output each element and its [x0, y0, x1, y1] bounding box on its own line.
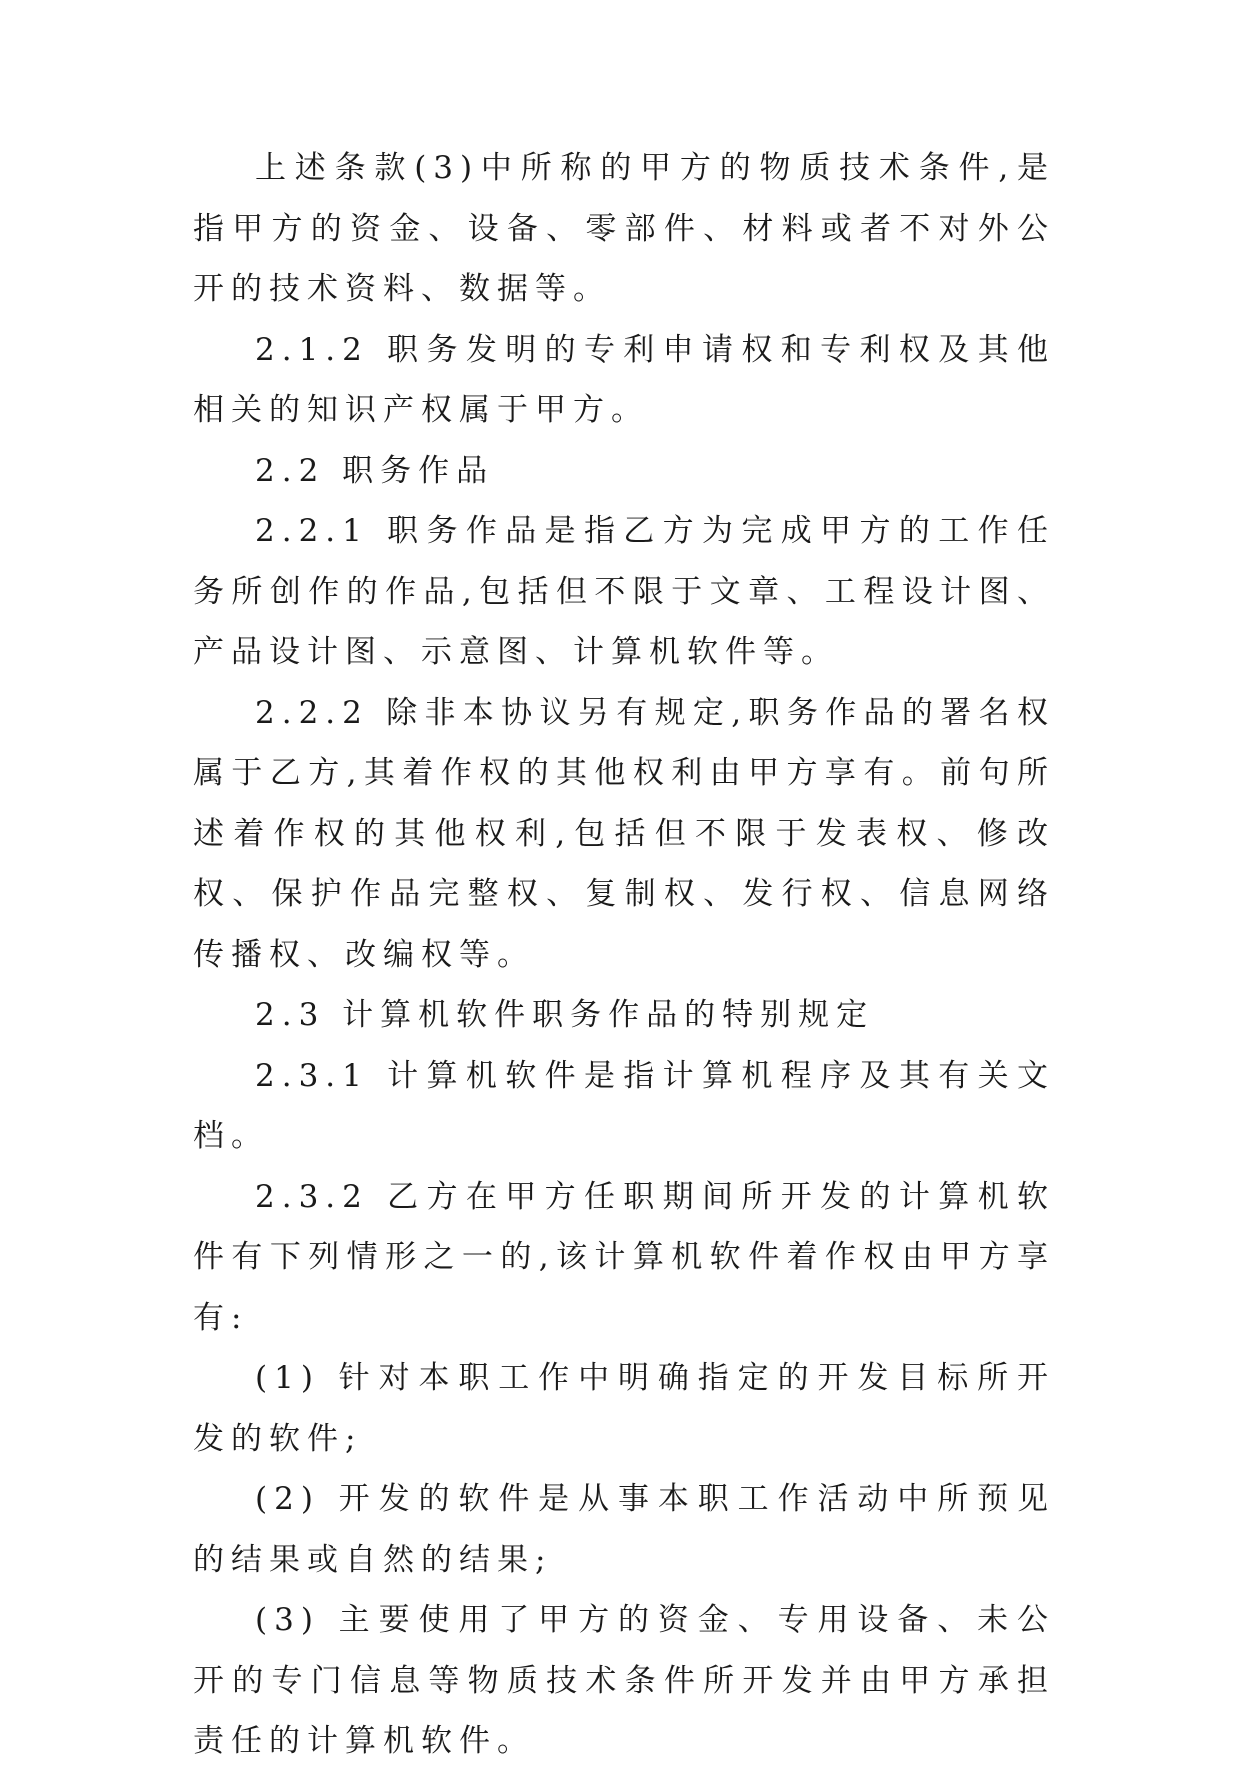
- heading-2-3: 2.3 计算机软件职务作品的特别规定: [255, 997, 875, 1033]
- document-page: [193, 138, 1055, 1772]
- list-item-1: (1) 针对本职工作中明确指定的开发目标所开发的软件;: [193, 1360, 1055, 1457]
- paragraph-2-3-2: 2.3.2 乙方在甲方任职期间所开发的计算机软件有下列情形之一的,该计算机软件着作权由甲方享有:: [193, 1178, 1055, 1336]
- paragraph-2-2-2: 2.2.2 除非本协议另有规定,职务作品的署名权属于乙方,其着作权的其他权利由甲方享有。前句所述着作权的其他权利,包括但不限于发表权、修改权、保护作品完整权、复制权、发行权、信息网络传播权、改编权等。: [193, 694, 1055, 973]
- list-item-2: (2) 开发的软件是从事本职工作活动中所预见的结果或自然的结果;: [193, 1481, 1055, 1578]
- paragraph-2-3-1: 2.3.1 计算机软件是指计算机程序及其有关文档。: [193, 1057, 1055, 1154]
- heading-2-2: 2.2 职务作品: [255, 452, 495, 489]
- paragraph-2-2-1: 2.2.1 职务作品是指乙方为完成甲方的工作任务所创作的作品,包括但不限于文章、工程设计图、产品设计图、示意图、计算机软件等。: [193, 513, 1055, 670]
- list-item-3: (3) 主要使用了甲方的资金、专用设备、未公开的专门信息等物质技术条件所开发并由甲方承担责任的计算机软件。: [193, 1602, 1055, 1759]
- paragraph-material-conditions: 上述条款(3)中所称的甲方的物质技术条件,是指甲方的资金、设备、零部件、材料或者不对外公开的技术资料、数据等。: [193, 150, 1055, 307]
- paragraph-2-1-2: 2.1.2 职务发明的专利申请权和专利权及其他相关的知识产权属于甲方。: [193, 331, 1055, 428]
